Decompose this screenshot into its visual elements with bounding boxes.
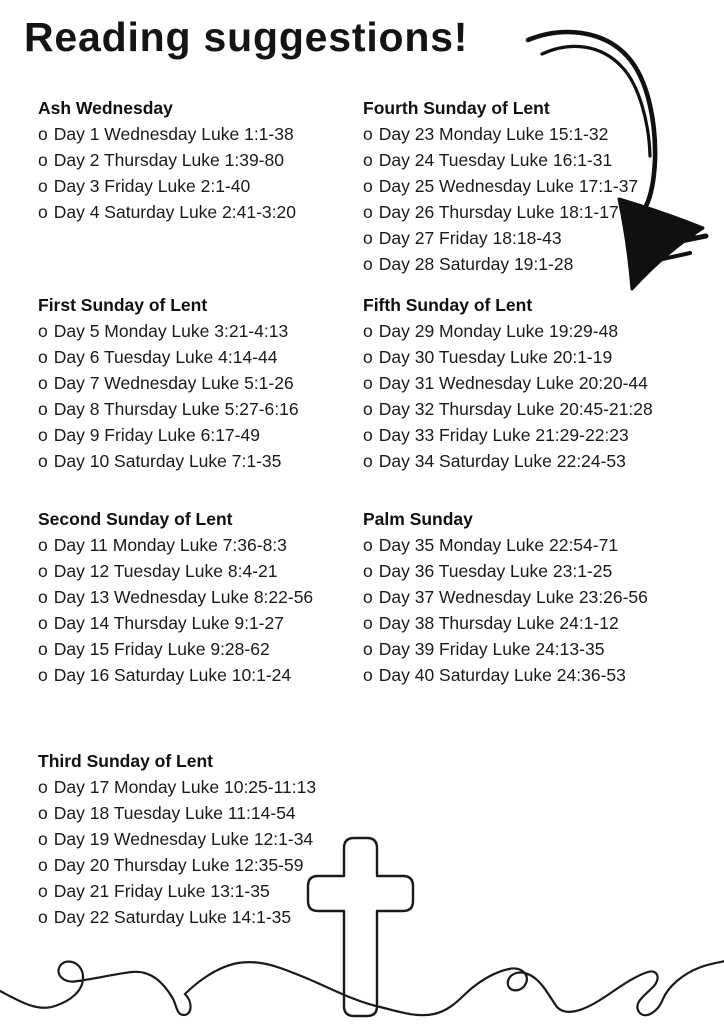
item-bullet: o: [363, 613, 373, 633]
item-bullet: o: [38, 124, 48, 144]
item-text: Day 6 Tuesday Luke 4:14-44: [53, 347, 278, 367]
item-text: Day 7 Wednesday Luke 5:1-26: [53, 373, 294, 393]
item-bullet: o: [363, 639, 373, 659]
item-text: Day 28 Saturday 19:1-28: [378, 254, 574, 274]
item-text: Day 8 Thursday Luke 5:27-6:16: [53, 399, 299, 419]
reading-item: [363, 199, 713, 225]
reading-item: [38, 121, 360, 147]
reading-item: [363, 558, 713, 584]
reading-item: [38, 396, 360, 422]
reading-item: [363, 584, 713, 610]
item-text: Day 13 Wednesday Luke 8:22-56: [53, 587, 314, 607]
item-text: Day 2 Thursday Luke 1:39-80: [53, 150, 284, 170]
item-text: Day 26 Thursday Luke 18:1-17: [378, 202, 619, 222]
item-text: Day 23 Monday Luke 15:1-32: [378, 124, 609, 144]
section-heading: Second Sunday of Lent: [38, 509, 233, 529]
item-text: Day 30 Tuesday Luke 20:1-19: [378, 347, 613, 367]
item-text: Day 36 Tuesday Luke 23:1-25: [378, 561, 613, 581]
item-bullet: o: [38, 561, 48, 581]
item-text: Day 40 Saturday Luke 24:36-53: [378, 665, 626, 685]
reading-section: [38, 506, 360, 688]
reading-item: [38, 852, 360, 878]
reading-item: [363, 173, 713, 199]
reading-item: [363, 225, 713, 251]
reading-section: [363, 95, 713, 277]
item-text: Day 27 Friday 18:18-43: [378, 228, 562, 248]
item-text: Day 19 Wednesday Luke 12:1-34: [53, 829, 314, 849]
reading-item: [38, 584, 360, 610]
right-column: [363, 0, 713, 1024]
item-bullet: o: [38, 321, 48, 341]
item-bullet: o: [38, 587, 48, 607]
item-text: Day 14 Thursday Luke 9:1-27: [53, 613, 284, 633]
item-bullet: o: [363, 124, 373, 144]
reading-item: [38, 344, 360, 370]
reading-item: [363, 121, 713, 147]
item-bullet: o: [363, 665, 373, 685]
item-bullet: o: [363, 587, 373, 607]
item-text: Day 21 Friday Luke 13:1-35: [53, 881, 270, 901]
reading-item: [363, 147, 713, 173]
reading-section: [38, 748, 360, 930]
item-text: Day 22 Saturday Luke 14:1-35: [53, 907, 292, 927]
reading-section: [38, 292, 360, 474]
item-text: Day 18 Tuesday Luke 11:14-54: [53, 803, 296, 823]
reading-item: [38, 318, 360, 344]
reading-item: [38, 532, 360, 558]
item-bullet: o: [38, 777, 48, 797]
reading-item: [38, 774, 360, 800]
item-bullet: o: [38, 425, 48, 445]
section-heading: Fourth Sunday of Lent: [363, 98, 550, 118]
item-bullet: o: [38, 855, 48, 875]
item-text: Day 16 Saturday Luke 10:1-24: [53, 665, 292, 685]
item-bullet: o: [38, 535, 48, 555]
reading-item: [38, 370, 360, 396]
item-bullet: o: [38, 613, 48, 633]
item-text: Day 29 Monday Luke 19:29-48: [378, 321, 619, 341]
reading-item: [38, 800, 360, 826]
reading-item: [363, 318, 713, 344]
section-heading: Ash Wednesday: [38, 98, 173, 118]
section-heading: Palm Sunday: [363, 509, 473, 529]
reading-item: [38, 558, 360, 584]
section-heading: Fifth Sunday of Lent: [363, 295, 533, 315]
reading-item: [38, 878, 360, 904]
item-text: Day 15 Friday Luke 9:28-62: [53, 639, 270, 659]
item-text: Day 31 Wednesday Luke 20:20-44: [378, 373, 648, 393]
item-bullet: o: [363, 228, 373, 248]
reading-item: [38, 826, 360, 852]
item-bullet: o: [38, 347, 48, 367]
item-text: Day 37 Wednesday Luke 23:26-56: [378, 587, 648, 607]
item-bullet: o: [38, 803, 48, 823]
reading-item: [363, 662, 713, 688]
item-bullet: o: [38, 829, 48, 849]
item-bullet: o: [363, 254, 373, 274]
item-text: Day 5 Monday Luke 3:21-4:13: [53, 321, 289, 341]
reading-item: [38, 173, 360, 199]
item-bullet: o: [38, 665, 48, 685]
item-bullet: o: [363, 425, 373, 445]
item-text: Day 1 Wednesday Luke 1:1-38: [53, 124, 294, 144]
item-text: Day 9 Friday Luke 6:17-49: [53, 425, 260, 445]
item-text: Day 34 Saturday Luke 22:24-53: [378, 451, 626, 471]
reading-item: [363, 610, 713, 636]
item-text: Day 10 Saturday Luke 7:1-35: [53, 451, 282, 471]
item-text: Day 32 Thursday Luke 20:45-21:28: [378, 399, 653, 419]
item-bullet: o: [38, 150, 48, 170]
item-bullet: o: [363, 561, 373, 581]
item-text: Day 35 Monday Luke 22:54-71: [378, 535, 619, 555]
item-bullet: o: [363, 535, 373, 555]
item-bullet: o: [363, 150, 373, 170]
item-text: Day 12 Tuesday Luke 8:4-21: [53, 561, 278, 581]
reading-item: [38, 147, 360, 173]
reading-item: [38, 610, 360, 636]
reading-section: [363, 292, 713, 474]
reading-item: [363, 636, 713, 662]
item-text: Day 25 Wednesday Luke 17:1-37: [378, 176, 639, 196]
item-bullet: o: [38, 176, 48, 196]
item-text: Day 17 Monday Luke 10:25-11:13: [53, 777, 317, 797]
reading-section: [38, 95, 360, 225]
item-text: Day 33 Friday Luke 21:29-22:23: [378, 425, 629, 445]
reading-item: [363, 396, 713, 422]
item-text: Day 38 Thursday Luke 24:1-12: [378, 613, 619, 633]
reading-item: [38, 636, 360, 662]
item-bullet: o: [38, 373, 48, 393]
item-bullet: o: [363, 451, 373, 471]
item-bullet: o: [363, 202, 373, 222]
item-text: Day 24 Tuesday Luke 16:1-31: [378, 150, 613, 170]
section-heading: First Sunday of Lent: [38, 295, 208, 315]
reading-item: [38, 448, 360, 474]
reading-item: [38, 199, 360, 225]
item-bullet: o: [363, 399, 373, 419]
reading-item: [363, 370, 713, 396]
reading-item: [38, 422, 360, 448]
item-bullet: o: [38, 639, 48, 659]
reading-section: [363, 506, 713, 688]
item-bullet: o: [38, 399, 48, 419]
reading-item: [363, 422, 713, 448]
item-text: Day 11 Monday Luke 7:36-8:3: [53, 535, 287, 555]
item-text: Day 39 Friday Luke 24:13-35: [378, 639, 605, 659]
left-column: [38, 0, 360, 1024]
item-bullet: o: [363, 347, 373, 367]
item-bullet: o: [38, 907, 48, 927]
item-bullet: o: [38, 451, 48, 471]
reading-item: [363, 532, 713, 558]
reading-item: [363, 251, 713, 277]
item-text: Day 3 Friday Luke 2:1-40: [53, 176, 251, 196]
item-bullet: o: [363, 373, 373, 393]
item-bullet: o: [38, 881, 48, 901]
item-bullet: o: [38, 202, 48, 222]
item-bullet: o: [363, 176, 373, 196]
item-text: Day 20 Thursday Luke 12:35-59: [53, 855, 304, 875]
reading-item: [38, 904, 360, 930]
reading-item: [38, 662, 360, 688]
reading-item: [363, 344, 713, 370]
section-heading: Third Sunday of Lent: [38, 751, 213, 771]
reading-item: [363, 448, 713, 474]
item-text: Day 4 Saturday Luke 2:41-3:20: [53, 202, 296, 222]
page-title: Reading suggestions!: [24, 14, 469, 60]
item-bullet: o: [363, 321, 373, 341]
